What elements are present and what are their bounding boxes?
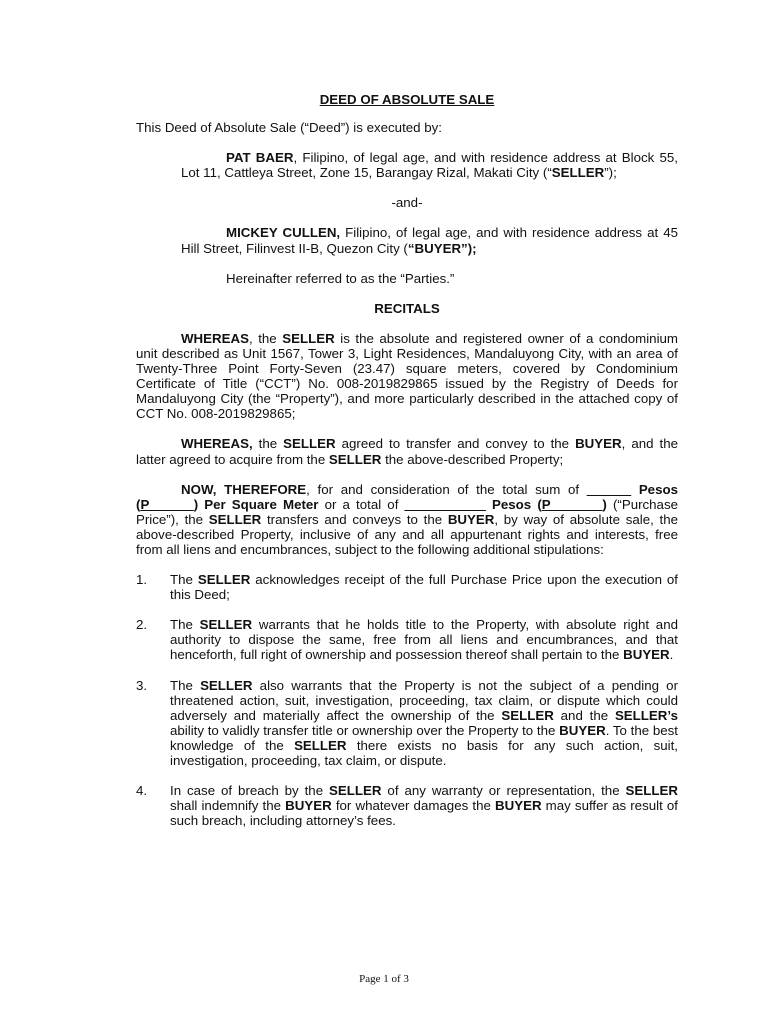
parties-paragraph: Hereinafter referred to as the “Parties.” [226, 270, 455, 286]
list-item: 3. The SELLER also warrants that the Property is not the subject of a pending or threatened action, suit, investigation, proceeding, tax claim, or dispute which could adversely and materially affect the ownership of the SELLER and the SELLER’s ability to validly transfer title or ownership over the Property to the BUYER. To the best knowledge of the SELLER there exists no basis for any such action, suit, investigation, proceeding, tax claim, or dispute. [136, 677, 679, 768]
intro-paragraph: This Deed of Absolute Sale (“Deed”) is executed by: [136, 120, 442, 136]
recitals-heading: RECITALS [374, 300, 440, 316]
document-body [136, 92, 678, 843]
blank-total-pesos: ___________ [404, 496, 486, 512]
blank-peso-per-sqm: P______ [140, 496, 194, 512]
blank-price-per-sqm: ______ [586, 481, 632, 497]
buyer-name: MICKEY CULLEN, [226, 225, 341, 241]
whereas-paragraph-2: WHEREAS, the SELLER agreed to transfer and convey to the BUYER, and the latter agreed to acquire from the SELLER the above-described Property; [136, 436, 678, 467]
document-title: DEED OF ABSOLUTE SALE [319, 92, 495, 107]
buyer-role: “BUYER”); [407, 240, 477, 256]
list-item: 1. The SELLER acknowledges receipt of the full Purchase Price upon the execution of this Deed; [136, 572, 678, 603]
list-item: 2. The SELLER warrants that he holds title to the Property, with absolute right and authority to dispose the same, free from all liens and encumbrances, and that henceforth, full right of ownership and possession thereof shall pertain to the BUYER. [136, 617, 678, 663]
stipulations-list [136, 572, 678, 828]
seller-name: PAT BAER [226, 150, 294, 166]
page-number-footer: Page 1 of 3 [359, 973, 409, 985]
now-therefore-paragraph: NOW, THEREFORE, for and consideration of the total sum of ______ Pesos (P______) Per Square Meter or a total of ___________ Pesos (P_______) (“Purchase Price”), the SELLER transfers and conveys to the BUYER, by way of absolute sale, the above-described Property, inclusive of any and all appurtenant rights and interests, free from all liens and encumbrances, subject to the following additional stipulations: [136, 481, 679, 557]
seller-party-paragraph: PAT BAER, Filipino, of legal age, and with residence address at Block 55, Lot 11, Cattleya Street, Zone 15, Barangay Rizal, Makati City (“SELLER”); [181, 150, 678, 181]
blank-total-peso-figure: P_______ [541, 496, 603, 512]
buyer-party-paragraph: MICKEY CULLEN, Filipino, of legal age, and with residence address at 45 Hill Street, Filinvest II-B, Quezon City (“BUYER”); [181, 225, 678, 256]
list-item: 4. In case of breach by the SELLER of any warranty or representation, the SELLER shall indemnify the BUYER for whatever damages the BUYER may suffer as result of such breach, including attorney’s fees. [136, 783, 678, 829]
and-separator: -and- [391, 195, 423, 211]
whereas-paragraph-1: WHEREAS, the SELLER is the absolute and registered owner of a condominium unit described as Unit 1567, Tower 3, Light Residences, Mandaluyong City, with an area of Twenty-Three Point Forty-Seven (23.47) square meters, covered by Condominium Certificate of Title (“CCT”) No. 008-2019829865 issued by the Registry of Deeds for Mandaluyong City (the “Property”), and more particularly described in the attached copy of CCT No. 008-2019829865; [136, 330, 678, 422]
seller-role: SELLER [551, 165, 605, 181]
